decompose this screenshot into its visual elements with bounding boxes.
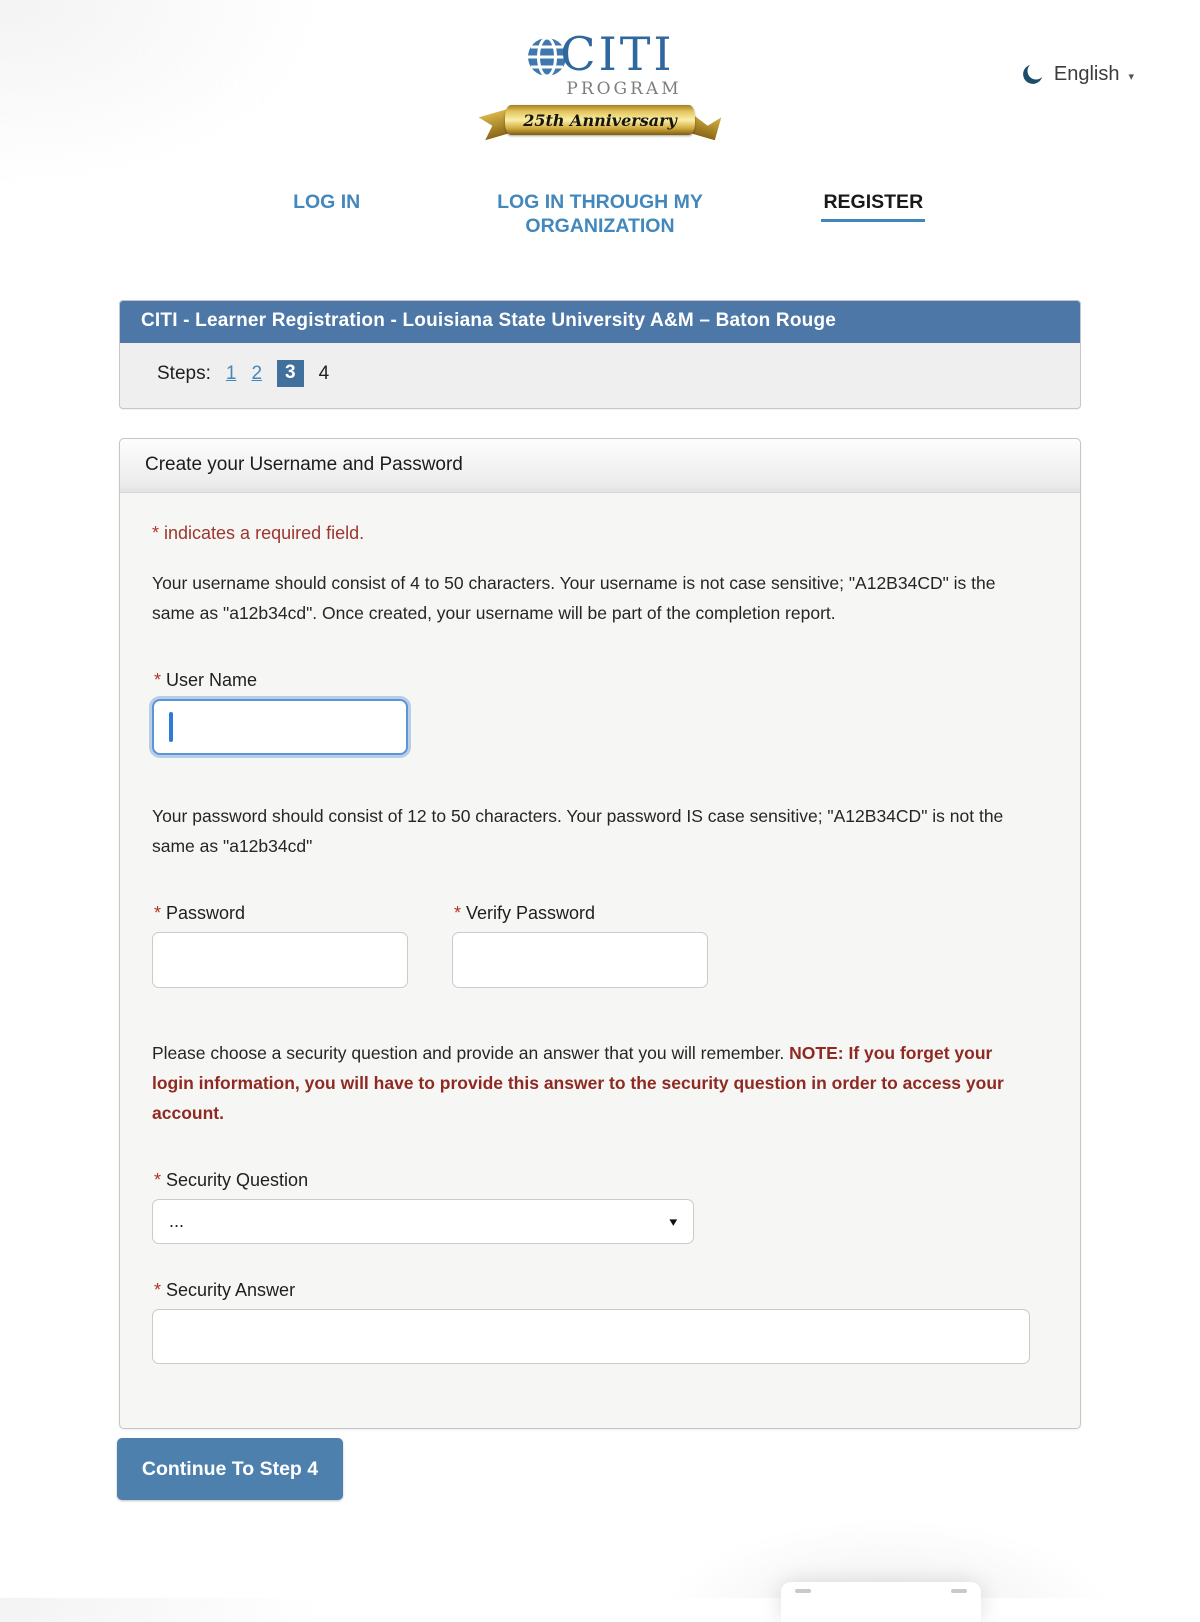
- language-selector[interactable]: [1020, 62, 1134, 87]
- page-header: [0, 26, 1200, 136]
- caret-down-icon: ▾: [669, 1213, 678, 1229]
- anniversary-ribbon: [483, 104, 717, 136]
- verify-password-field: [452, 903, 708, 988]
- tab-log-in[interactable]: LOG IN: [293, 191, 361, 213]
- username-label: * User Name: [154, 670, 258, 690]
- asterisk: *: [454, 903, 462, 923]
- verify-password-label: * Verify Password: [454, 903, 596, 923]
- steps-label: Steps:: [157, 362, 211, 384]
- password-input[interactable]: [152, 932, 408, 988]
- asterisk: *: [154, 1280, 162, 1300]
- security-note: NOTE: If you forget your login information, you will have to provide this answer to the security question in order to access your account.: [152, 1043, 1004, 1123]
- security-question-select[interactable]: [152, 1199, 694, 1244]
- username-field-wrap: [152, 699, 418, 755]
- security-question-label: * Security Question: [154, 1170, 309, 1190]
- create-credentials-panel: [119, 438, 1081, 1429]
- moon-icon: [1020, 62, 1045, 87]
- steps: [120, 343, 1080, 408]
- step-3-current: 3: [277, 360, 304, 387]
- verify-password-input[interactable]: [452, 932, 708, 988]
- citi-program-logo[interactable]: [450, 26, 750, 136]
- registration-title: CITI - Learner Registration - Louisiana State University A&M – Baton Rouge: [120, 301, 1080, 343]
- asterisk: *: [154, 670, 162, 690]
- asterisk: *: [154, 903, 162, 923]
- bottom-widget-partial: [781, 1582, 981, 1622]
- language-label: English: [1053, 63, 1120, 85]
- username-help-text: Your username should consist of 4 to 50 characters. Your username is not case sensitive; "A12B34CD" is the same as "a12b34cd". Once created, your username will be part of the completion report.: [152, 573, 996, 623]
- logo-program-text: PROGRAM: [566, 79, 682, 99]
- panel-body: [120, 493, 1080, 1428]
- continue-to-step-4-button[interactable]: Continue To Step 4: [117, 1438, 343, 1500]
- security-question-help-text: Please choose a security question and provide an answer that you will remember. NOTE: If you forget your login information, you will have to provide this answer to the security question in order to access your account.: [152, 1043, 1004, 1123]
- step-1-link[interactable]: 1: [225, 362, 237, 384]
- panel-title: Create your Username and Password: [120, 439, 1080, 493]
- widget-dash-right: [951, 1589, 967, 1593]
- required-field-note: * indicates a required field.: [152, 523, 365, 543]
- password-help-text: Your password should consist of 12 to 50 characters. Your password IS case sensitive; "A12B34CD" is not the same as "a12b34cd": [152, 806, 1004, 856]
- asterisk: *: [152, 523, 160, 543]
- auth-tabs: [190, 190, 1010, 238]
- tab-log-in-through-my-organization[interactable]: LOG IN THROUGH MY ORGANIZATION: [497, 191, 703, 237]
- password-row: [152, 903, 1030, 988]
- tab-register[interactable]: REGISTER: [823, 191, 924, 213]
- widget-dash-left: [795, 1589, 811, 1593]
- step-2-link[interactable]: 2: [251, 362, 263, 384]
- registration-header-box: [119, 300, 1081, 409]
- asterisk: *: [154, 1170, 162, 1190]
- chevron-down-icon: ▾: [1128, 70, 1134, 83]
- password-field: [152, 903, 408, 988]
- password-label: * Password: [154, 903, 246, 923]
- security-answer-label: * Security Answer: [154, 1280, 296, 1300]
- security-answer-input[interactable]: [152, 1309, 1030, 1364]
- step-4: 4: [318, 362, 330, 384]
- selected-option: ...: [169, 1211, 185, 1231]
- logo-citi-text: CITI: [560, 27, 675, 81]
- ribbon-banner-text: 25th Anniversary: [505, 105, 695, 135]
- username-input[interactable]: [152, 699, 408, 755]
- text-cursor: [169, 712, 173, 742]
